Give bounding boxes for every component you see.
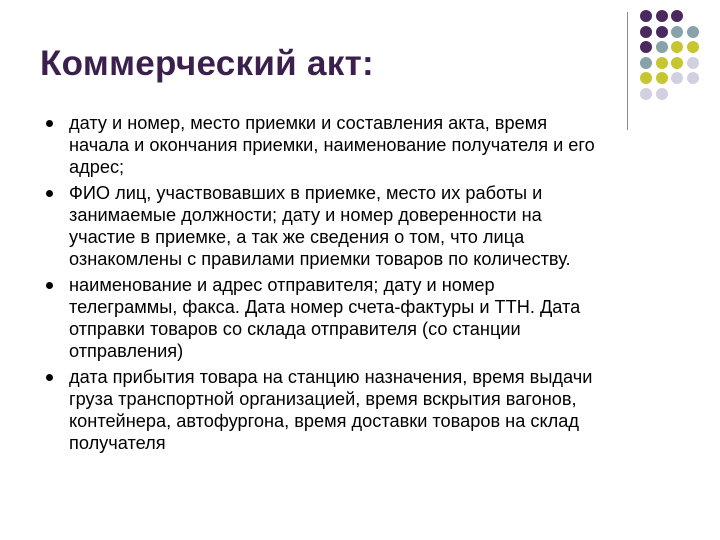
bullet-text: наименование и адрес отправителя; дату и номер телеграммы, факса. Дата номер счета-фактуры и ТТН. Дата отправки товаров со склада отправителя (со станции отправления)	[69, 275, 581, 361]
bullet-item	[44, 274, 684, 362]
bullet-item	[44, 366, 684, 454]
bullet-text: дату и номер, место приемки и составления акта, время начала и окончания приемки, наименование получателя и его адрес;	[69, 113, 595, 177]
decorative-dot	[671, 72, 683, 84]
decorative-dot	[640, 57, 652, 69]
bullet-item	[44, 182, 684, 270]
decorative-dot	[656, 26, 668, 38]
bullet-dot-icon	[46, 282, 53, 289]
decorative-dot	[671, 26, 683, 38]
decorative-dot	[656, 72, 668, 84]
slide-title: Коммерческий акт:	[40, 44, 374, 83]
decorative-dot	[656, 88, 668, 100]
bullet-dot-icon	[46, 120, 53, 127]
bullet-text: ФИО лиц, участвовавших в приемке, место их работы и занимаемые должности; дату и номер доверенности на участие в приемке, а так же сведения о том, что лица ознакомлены с правилами приемки товаров по количеству.	[69, 183, 571, 269]
decorative-dot	[687, 41, 699, 53]
decorative-dot	[671, 10, 683, 22]
decorative-dot	[687, 26, 699, 38]
decorative-dot-grid	[640, 10, 720, 110]
decorative-dot	[656, 57, 668, 69]
decorative-dot	[671, 57, 683, 69]
bullet-text: дата прибытия товара на станцию назначения, время выдачи груза транспортной организацией, время вскрытия вагонов, контейнера, автофургона, время доставки товаров на склад получателя	[69, 367, 593, 453]
decorative-dot	[687, 57, 699, 69]
bullet-dot-icon	[46, 374, 53, 381]
bullet-item	[44, 112, 684, 178]
decorative-dot	[687, 72, 699, 84]
decorative-dot	[671, 41, 683, 53]
bullet-list	[44, 112, 684, 458]
decorative-dot	[640, 41, 652, 53]
decorative-dot	[656, 41, 668, 53]
decorative-dot	[640, 88, 652, 100]
decorative-dot	[640, 10, 652, 22]
bullet-dot-icon	[46, 190, 53, 197]
decorative-dot	[640, 72, 652, 84]
decorative-dot	[640, 26, 652, 38]
decorative-dot	[656, 10, 668, 22]
